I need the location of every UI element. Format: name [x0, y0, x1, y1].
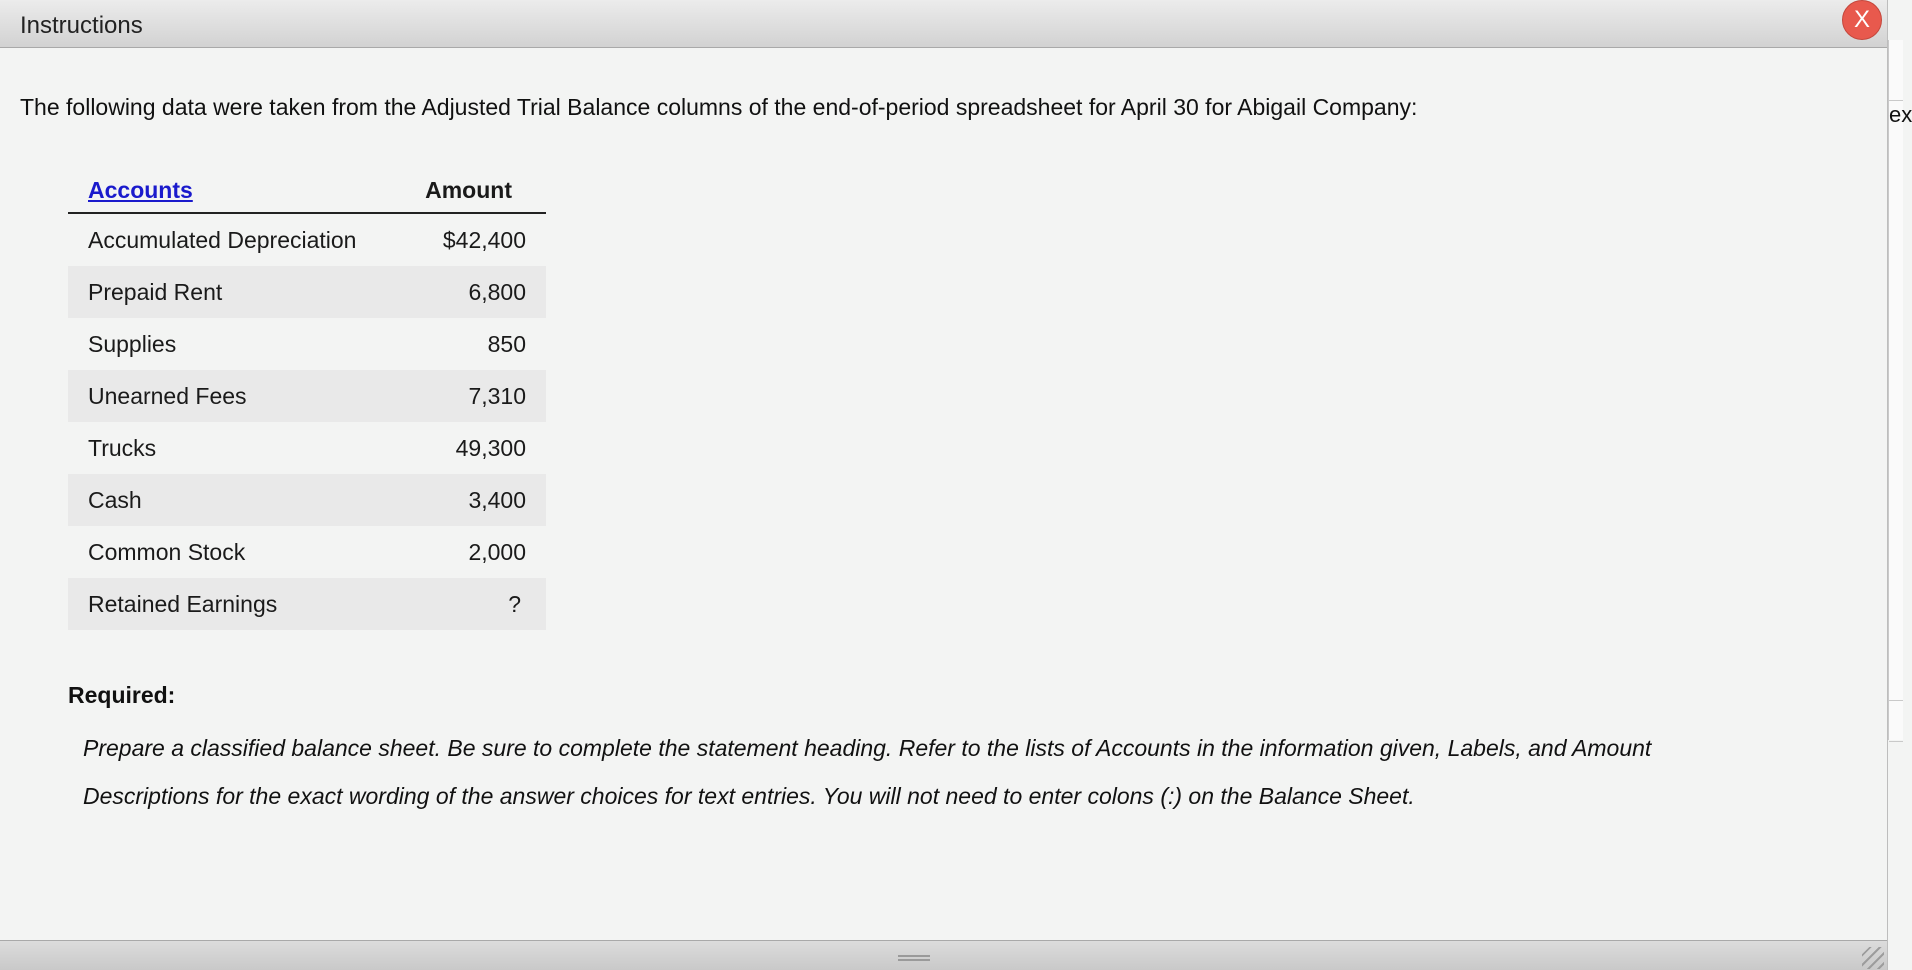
close-button[interactable]: X: [1842, 0, 1882, 40]
table-row: [68, 370, 546, 422]
drag-grip-icon[interactable]: [898, 955, 930, 961]
dialog-title: Instructions: [20, 12, 143, 39]
account-amount: $42,400: [386, 213, 546, 266]
background-panel: [1889, 700, 1903, 742]
table-row: [68, 266, 546, 318]
intro-text: The following data were taken from the Adjusted Trial Balance columns of the end-of-period spreadsheet for April 30 for Abigail Company:: [20, 94, 1418, 120]
account-name: Common Stock: [68, 526, 386, 578]
table-row: [68, 213, 546, 266]
account-amount: 3,400: [386, 474, 546, 526]
dialog-bottombar: [0, 940, 1887, 970]
background-panel: [1889, 40, 1903, 101]
account-amount: 6,800: [386, 266, 546, 318]
accounts-header[interactable]: [68, 168, 386, 213]
table-row: [68, 578, 546, 630]
table-row: [68, 318, 546, 370]
table-row: [68, 474, 546, 526]
accounts-link[interactable]: Accounts: [88, 176, 193, 203]
account-name: Prepaid Rent: [68, 266, 386, 318]
accounts-table: [68, 168, 546, 630]
table-row: [68, 526, 546, 578]
required-text: Prepare a classified balance sheet. Be sure to complete the statement heading. Refer to the lists of Accounts in the information given, Labels, and Amount Descriptions for the exact wording of the answer choices for text entries. You will not need to enter colons (:) on the Balance Sheet.: [83, 735, 1652, 809]
background-text: ex: [1889, 102, 1912, 127]
account-amount: 7,310: [386, 370, 546, 422]
resize-handle-icon[interactable]: [1862, 947, 1884, 969]
dialog-titlebar[interactable]: [0, 0, 1887, 48]
account-amount: ?: [386, 578, 546, 630]
account-name: Cash: [68, 474, 386, 526]
amount-header: Amount: [386, 168, 546, 213]
required-label: Required:: [68, 682, 176, 708]
account-amount: 850: [386, 318, 546, 370]
account-name: Supplies: [68, 318, 386, 370]
account-amount: 2,000: [386, 526, 546, 578]
table-row: [68, 422, 546, 474]
account-name: Unearned Fees: [68, 370, 386, 422]
account-name: Accumulated Depreciation: [68, 213, 386, 266]
background-window-edge: [1888, 40, 1912, 740]
account-amount: 49,300: [386, 422, 546, 474]
account-name: Retained Earnings: [68, 578, 386, 630]
account-name: Trucks: [68, 422, 386, 474]
table-header-row: [68, 168, 546, 213]
